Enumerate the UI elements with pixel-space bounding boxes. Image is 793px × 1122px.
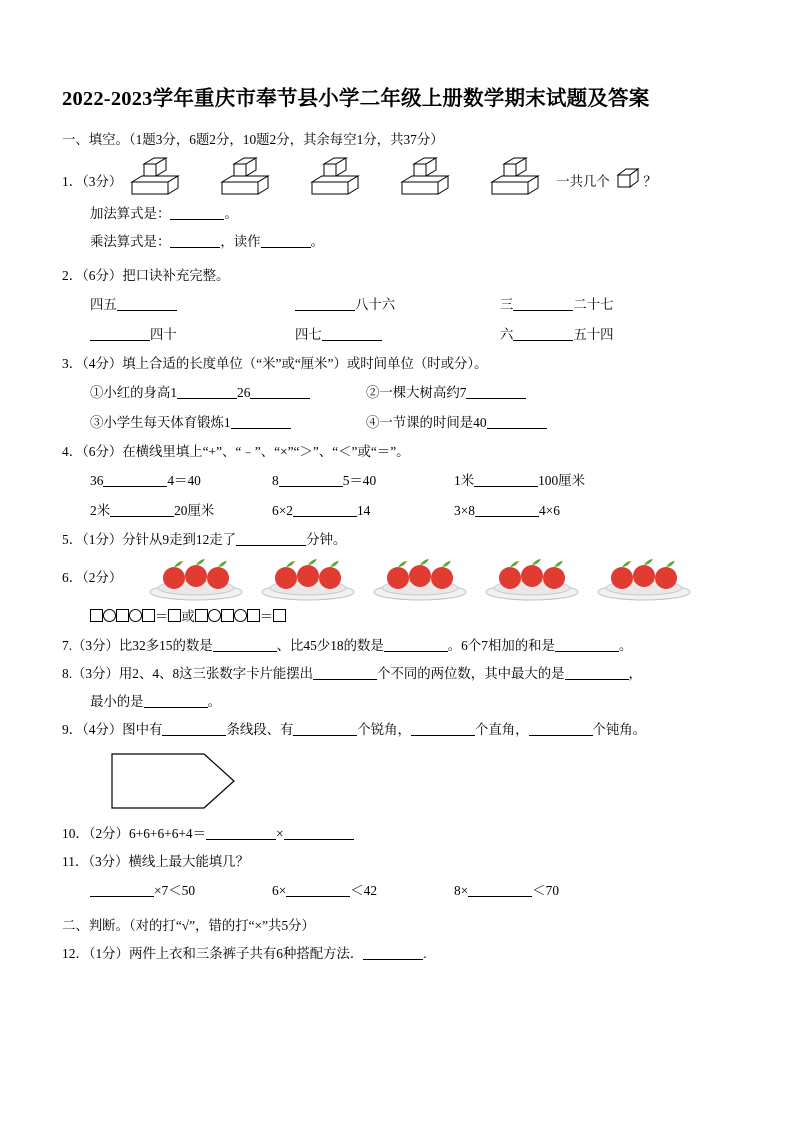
q11-blank-3[interactable] [468,881,532,897]
q9-blank-2[interactable] [293,720,357,736]
question-4-row-1 [62,466,731,496]
q9-text-5: 个钝角。 [592,722,647,737]
question-1-line3 [62,228,731,256]
question-10-label: 10．（2分）6+6+6+6+4＝ [62,826,207,841]
q2-text-4: 二十七 [573,297,614,312]
q11-blank-2[interactable] [286,881,350,897]
cube-icon [308,154,378,200]
q1-line2-end: 。 [224,206,238,221]
question-6-label: 6．（2分） [62,570,123,585]
q10-text-mid: × [276,826,284,841]
q10-blank-1[interactable] [206,824,276,840]
polygon-figure [108,750,731,812]
answer-box-icon[interactable] [273,609,286,622]
q1-line2-label: 加法算式是： [90,206,171,221]
q6-equals-2: ＝ [259,609,274,624]
answer-box-icon[interactable] [142,609,155,622]
question-1 [62,154,731,256]
q2-text-3: 三 [500,297,514,312]
answer-box-icon[interactable] [195,609,208,622]
question-2-row-1 [62,290,731,320]
question-6-expression [62,602,731,632]
q3-text-4: ④一节课的时间是40 [366,415,487,430]
q12-text-end: . [423,946,427,961]
q4-blank-3[interactable] [474,471,538,487]
cube-icon [613,166,643,192]
q4-blank-6[interactable] [475,501,539,517]
q9-blank-3[interactable] [411,720,475,736]
answer-circle-icon[interactable] [208,609,221,622]
cube-icon [398,154,468,200]
q3-blank-5[interactable] [487,413,547,429]
question-8-label: 8.（3分）用2、4、8这三张数字卡片能摆出 [62,666,314,681]
q11-text-3b: ＜70 [532,883,560,898]
q11-blank-1[interactable] [90,881,154,897]
apple-plate-icon [368,554,472,602]
question-6 [62,554,731,632]
question-4 [62,438,731,526]
q7-text-4: 。 [618,638,633,653]
question-4-row-2 [62,496,731,526]
q4-text-5b: 14 [356,503,371,518]
section-two-heading: 二、判断。（对的打“√”，错的打“×”共5分） [62,918,315,933]
q4-blank-5[interactable] [293,501,357,517]
q4-text-5a: 6×2 [272,503,293,518]
q6-or: 或 [181,609,195,624]
q7-text-3: 。6个7相加的和是 [447,638,555,653]
question-8 [62,660,731,716]
q7-blank-1[interactable] [213,636,277,652]
answer-circle-icon[interactable] [103,609,116,622]
q2-blank-4[interactable] [90,325,150,341]
q8-text-5: 。 [207,694,221,709]
question-7 [62,632,731,660]
apple-plate-figures [144,554,696,602]
arrow-pentagon-icon [108,750,240,812]
question-1-line2 [62,200,731,228]
q4-text-3b: 100厘米 [538,473,585,488]
q4-text-3a: 1米 [454,473,475,488]
q3-text-1: ①小红的身高1 [90,385,178,400]
q10-blank-2[interactable] [284,824,354,840]
question-11-row [62,876,731,906]
q3-text-3: ③小学生每天体育锻炼1 [90,415,231,430]
answer-box-icon[interactable] [116,609,129,622]
cube-icon [218,154,288,200]
q8-blank-2[interactable] [565,664,629,680]
q11-text-2b: ＜42 [350,883,378,898]
q9-text-4: 个直角， [474,722,529,737]
q3-blank-3[interactable] [466,383,526,399]
apple-plate-icon [480,554,584,602]
question-9 [62,716,731,812]
q4-text-1b: 4＝40 [167,473,201,488]
cube-icon [128,154,198,200]
answer-box-icon[interactable] [90,609,103,622]
q7-blank-2[interactable] [384,636,448,652]
question-5 [62,526,731,554]
answer-box-icon[interactable] [168,609,181,622]
question-5-end: 分钟。 [306,532,347,547]
q1-blank-multiplication[interactable] [170,232,220,248]
answer-box-icon[interactable] [221,609,234,622]
q2-blank-6[interactable] [513,325,573,341]
q4-text-6a: 3×8 [454,503,475,518]
q11-text-1: ×7＜50 [154,883,196,898]
question-4-label: 4．（6分）在横线里填上“+”、“﹣”、“×”“＞”、“＜”或“＝”。 [62,444,410,459]
q3-blank-4[interactable] [231,413,291,429]
q4-text-1a: 36 [90,473,104,488]
question-3 [62,350,731,438]
q9-blank-1[interactable] [162,720,226,736]
q9-text-2: 条线段、有 [226,722,294,737]
q2-text-7: 六 [500,327,514,342]
q1-line3-mid: ，读作 [220,234,261,249]
q6-equals-1: ＝ [155,609,169,624]
q2-blank-2[interactable] [295,295,355,311]
q3-text-2: ②一棵大树高约7 [366,385,467,400]
q4-text-2a: 8 [272,473,279,488]
question-1-tail-mark: ？ [643,174,657,189]
question-2-row-2 [62,320,731,350]
answer-circle-icon[interactable] [129,609,142,622]
question-1-tail-text: 一共几个 [556,174,610,189]
q4-blank-1[interactable] [103,471,167,487]
apple-plate-icon [592,554,696,602]
q2-text-8: 五十四 [573,327,614,342]
q4-blank-2[interactable] [279,471,343,487]
q2-blank-5[interactable] [322,325,382,341]
apple-plate-icon [256,554,360,602]
cube-icon [488,154,558,200]
question-1-label: 1．（3分） [62,174,123,189]
q7-blank-3[interactable] [555,636,619,652]
q8-text-2: 个不同的两位数，其中最大的是 [377,666,565,681]
q2-blank-1[interactable] [117,295,177,311]
q4-text-6b: 4×6 [538,503,560,518]
q12-blank-1[interactable] [363,944,423,960]
question-5-label: 5．（1分）分针从9走到12走了 [62,532,237,547]
q5-blank-1[interactable] [236,530,306,546]
q2-text-6: 四七 [295,327,322,342]
q2-blank-3[interactable] [513,295,573,311]
question-2 [62,262,731,350]
question-2-label: 2．（6分）把口诀补充完整。 [62,268,230,283]
question-3-row-2 [62,408,731,438]
q3-blank-2[interactable] [250,383,310,399]
question-10 [62,820,731,848]
q8-text-4: 最小的是 [90,694,144,709]
q2-text-1: 四五 [90,297,117,312]
question-3-label: 3．（4分）填上合适的长度单位（“米”或“厘米”）或时间单位（时或分）。 [62,356,488,371]
answer-box-icon[interactable] [247,609,260,622]
q1-line3-end: 。 [310,234,324,249]
q9-text-3: 个锐角， [357,722,411,737]
q9-blank-4[interactable] [529,720,593,736]
q4-text-4a: 2米 [90,503,111,518]
page-title: 2022-2023学年重庆市奉节县小学二年级上册数学期末试题及答案 [62,88,650,110]
q3-blank-1[interactable] [177,383,237,399]
q11-text-3a: 8× [454,883,469,898]
question-3-row-1 [62,378,731,408]
q11-text-2a: 6× [272,883,287,898]
q7-text-2: 、比45少18的数是 [276,638,384,653]
q3-text-1b: 26 [237,385,251,400]
question-12-label: 12．（1分）两件上衣和三条裤子共有6种搭配方法． [62,946,364,961]
q1-blank-read-as[interactable] [261,232,311,248]
q2-text-5: 四十 [150,327,177,342]
q2-text-2: 八十六 [355,297,396,312]
q8-text-3: ， [628,666,642,681]
cube-figures [128,154,558,200]
q4-text-2b: 5＝40 [342,473,377,488]
apple-plate-icon [144,554,248,602]
q8-blank-1[interactable] [313,664,377,680]
question-12 [62,940,731,968]
q4-text-4b: 20厘米 [174,503,215,518]
answer-circle-icon[interactable] [234,609,247,622]
question-11 [62,848,731,906]
q4-blank-4[interactable] [110,501,174,517]
question-7-label: 7.（3分）比32多15的数是 [62,638,213,653]
question-9-label: 9．（4分）图中有 [62,722,163,737]
q1-blank-addition[interactable] [170,204,224,220]
section-one-heading: 一、填空。（1题3分，6题2分，10题2分，其余每空1分，共37分） [62,132,444,147]
question-11-label: 11．（3分）横线上最大能填几？ [62,854,249,869]
q8-blank-3[interactable] [144,692,208,708]
q1-line3-label: 乘法算式是： [90,234,171,249]
